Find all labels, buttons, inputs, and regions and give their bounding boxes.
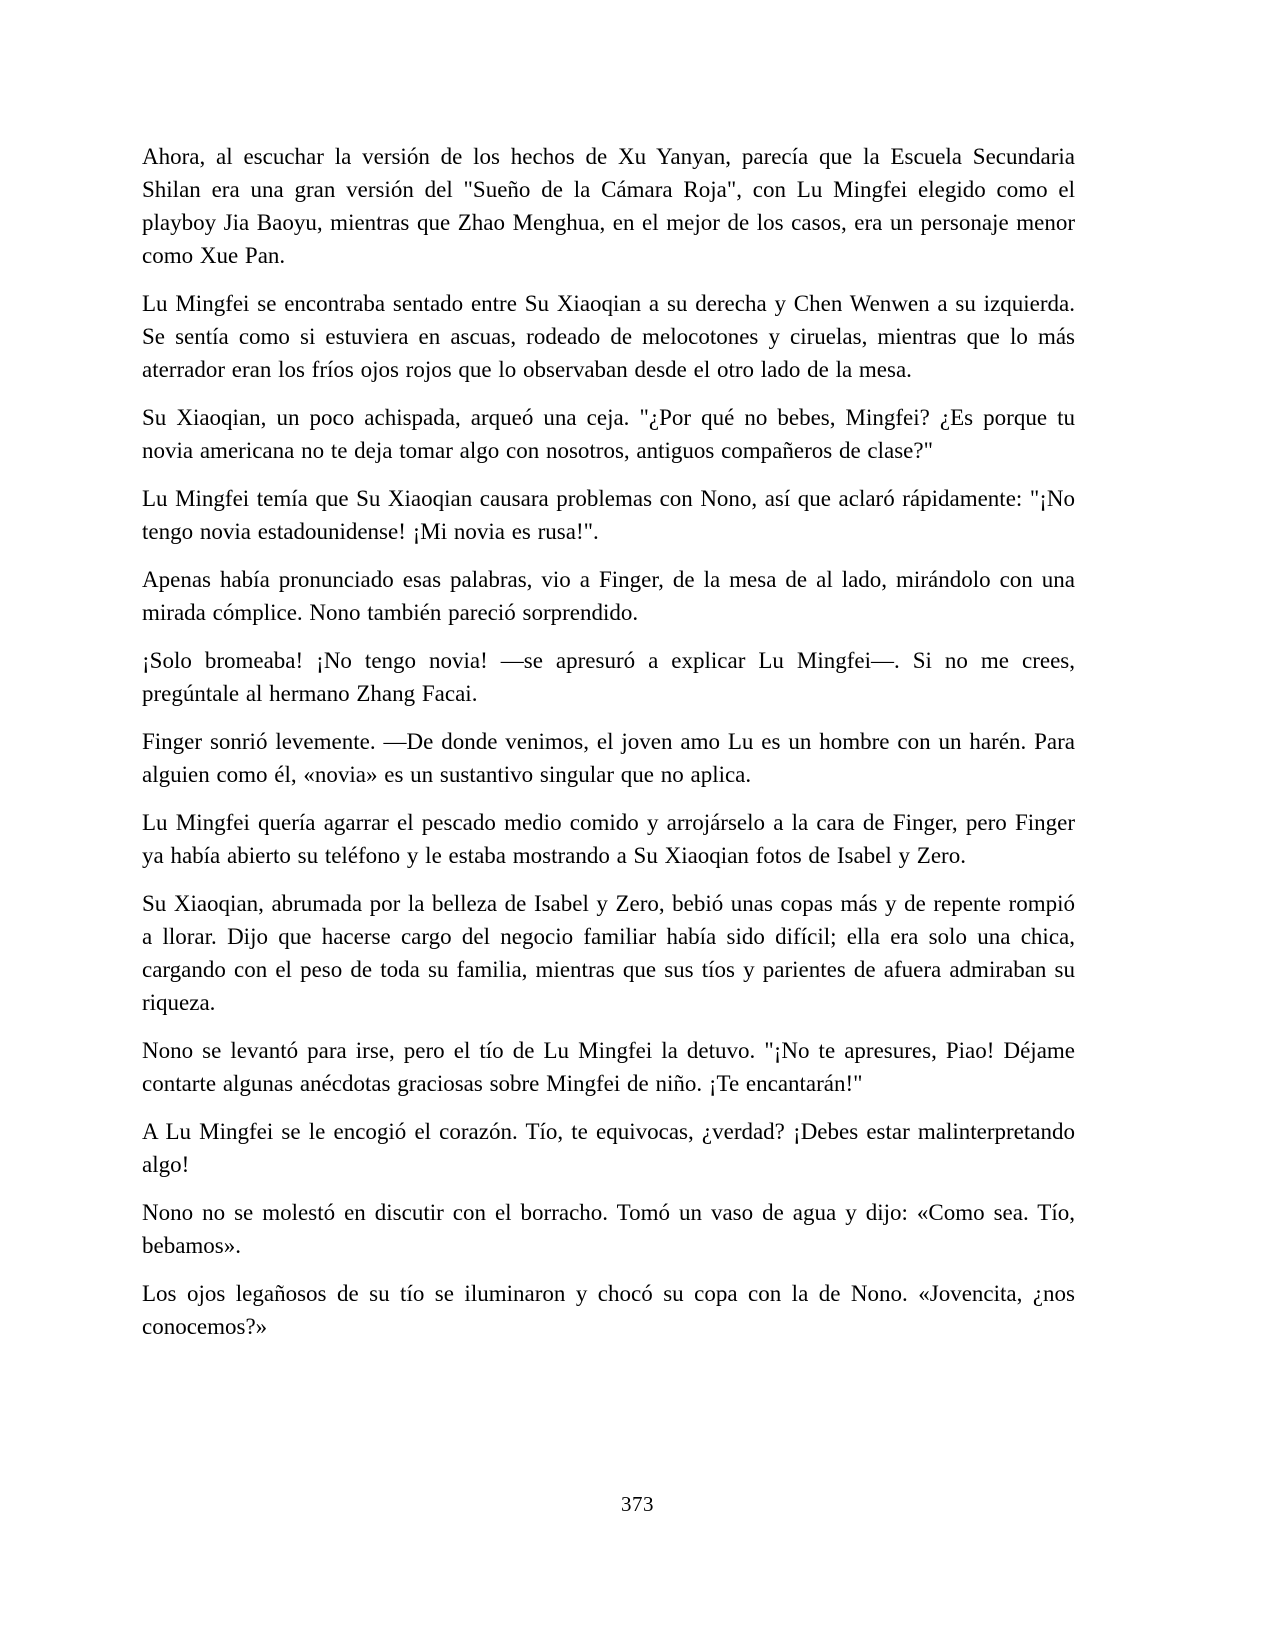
paragraph: Finger sonrió levemente. —De donde venimos, el joven amo Lu es un hombre con un harén. Para alguien como él, «novia» es un sustantivo singular que no aplica.: [142, 729, 1075, 787]
paragraph: Su Xiaoqian, un poco achispada, arqueó una ceja. "¿Por qué no bebes, Mingfei? ¿Es porque tu novia americana no te deja tomar algo con nosotros, antiguos compañeros de clase?": [142, 405, 1075, 463]
paragraph: Lu Mingfei temía que Su Xiaoqian causara problemas con Nono, así que aclaró rápidamente: "¡No tengo novia estadounidense! ¡Mi novia es rusa!".: [142, 486, 1075, 544]
page-number: 373: [621, 1492, 654, 1516]
paragraph: ¡Solo bromeaba! ¡No tengo novia! —se apresuró a explicar Lu Mingfei—. Si no me crees, pregúntale al hermano Zhang Facai.: [142, 648, 1075, 706]
paragraph: Lu Mingfei se encontraba sentado entre Su Xiaoqian a su derecha y Chen Wenwen a su izquierda. Se sentía como si estuviera en ascuas, rodeado de melocotones y ciruelas, mientras que lo más aterrador eran los fríos ojos rojos que lo observaban desde el otro lado de la mesa.: [142, 291, 1075, 382]
paragraph: Su Xiaoqian, abrumada por la belleza de Isabel y Zero, bebió unas copas más y de repente rompió a llorar. Dijo que hacerse cargo del negocio familiar había sido difícil; ella era solo una chica, cargando con el peso de toda su familia, mientras que sus tíos y parientes de afuera admiraban su riqueza.: [142, 891, 1075, 1015]
paragraph: Nono no se molestó en discutir con el borracho. Tomó un vaso de agua y dijo: «Como sea. Tío, bebamos».: [142, 1200, 1075, 1258]
paragraph: A Lu Mingfei se le encogió el corazón. Tío, te equivocas, ¿verdad? ¡Debes estar malinterpretando algo!: [142, 1119, 1075, 1177]
page-footer: [0, 1492, 1275, 1517]
paragraph: Lu Mingfei quería agarrar el pescado medio comido y arrojárselo a la cara de Finger, pero Finger ya había abierto su teléfono y le estaba mostrando a Su Xiaoqian fotos de Isabel y Zero.: [142, 810, 1075, 868]
paragraph: Apenas había pronunciado esas palabras, vio a Finger, de la mesa de al lado, mirándolo con una mirada cómplice. Nono también pareció sorprendido.: [142, 567, 1075, 625]
paragraph: Ahora, al escuchar la versión de los hechos de Xu Yanyan, parecía que la Escuela Secundaria Shilan era una gran versión del "Sueño de la Cámara Roja", con Lu Mingfei elegido como el playboy Jia Baoyu, mientras que Zhao Menghua, en el mejor de los casos, era un personaje menor como Xue Pan.: [142, 144, 1075, 268]
paragraph: Los ojos legañosos de su tío se iluminaron y chocó su copa con la de Nono. «Jovencita, ¿nos conocemos?»: [142, 1281, 1075, 1339]
paragraph: Nono se levantó para irse, pero el tío de Lu Mingfei la detuvo. "¡No te apresures, Piao! Déjame contarte algunas anécdotas graciosas sobre Mingfei de niño. ¡Te encantarán!": [142, 1038, 1075, 1096]
document-page: [142, 140, 1075, 1358]
